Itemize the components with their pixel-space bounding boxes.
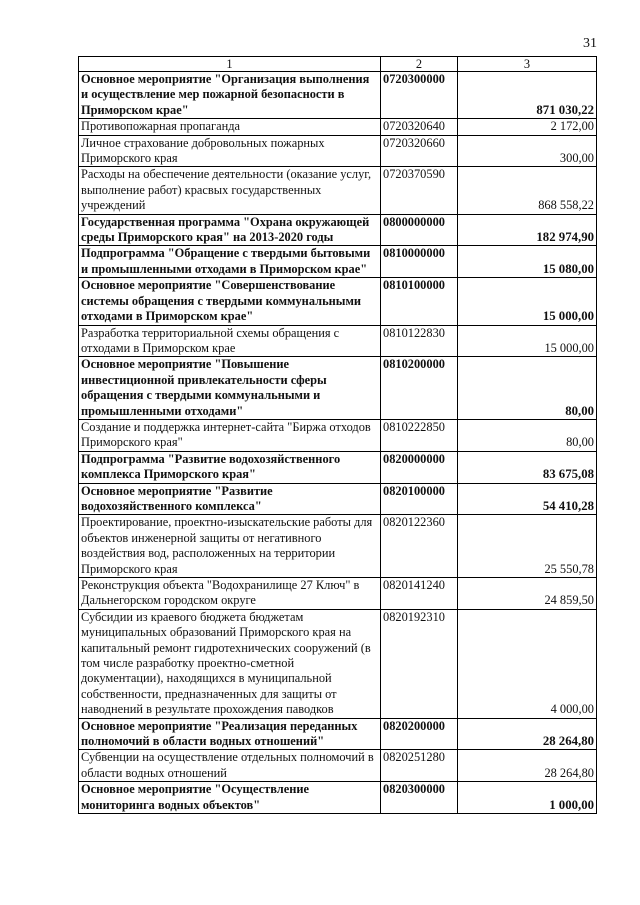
table-row [79, 718, 597, 750]
row-amount: 28 264,80 [458, 750, 597, 782]
row-code: 0810200000 [381, 357, 458, 420]
row-code: 0800000000 [381, 214, 458, 246]
row-code: 0820200000 [381, 718, 458, 750]
header-col-2: 2 [381, 57, 458, 72]
row-code: 0810100000 [381, 278, 458, 325]
row-amount: 2 172,00 [458, 119, 597, 135]
row-amount: 15 080,00 [458, 246, 597, 278]
row-name: Противопожарная пропаганда [79, 119, 381, 135]
row-name: Субвенции на осуществление отдельных полномочий в области водных отношений [79, 750, 381, 782]
row-amount: 83 675,08 [458, 451, 597, 483]
row-name: Реконструкция объекта "Водохранилище 27 Ключ" в Дальнегорском городском округе [79, 578, 381, 610]
row-amount: 15 000,00 [458, 325, 597, 357]
table-row [79, 578, 597, 610]
row-name: Основное мероприятие "Совершенствование системы обращения с твердыми коммунальными отходами в Приморском крае" [79, 278, 381, 325]
row-name: Основное мероприятие "Повышение инвестиционной привлекательности сферы обращения с твердыми коммунальными и промышленными отходами" [79, 357, 381, 420]
row-code: 0720300000 [381, 72, 458, 119]
table-row [79, 483, 597, 515]
table-row [79, 357, 597, 420]
table-row [79, 419, 597, 451]
budget-table [78, 56, 597, 814]
header-col-3: 3 [458, 57, 597, 72]
page-number: 31 [583, 36, 597, 51]
row-code: 0820300000 [381, 782, 458, 814]
row-amount: 28 264,80 [458, 718, 597, 750]
row-code: 0820192310 [381, 609, 458, 718]
row-code: 0820251280 [381, 750, 458, 782]
row-amount: 25 550,78 [458, 515, 597, 578]
row-amount: 4 000,00 [458, 609, 597, 718]
table-header-row [79, 57, 597, 72]
table-row [79, 609, 597, 718]
row-name: Основное мероприятие "Реализация переданных полномочий в области водных отношений" [79, 718, 381, 750]
row-name: Подпрограмма "Обращение с твердыми бытовыми и промышленными отходами в Приморском крае" [79, 246, 381, 278]
row-amount: 24 859,50 [458, 578, 597, 610]
row-name: Основное мероприятие "Развитие водохозяйственного комплекса" [79, 483, 381, 515]
row-code: 0720320640 [381, 119, 458, 135]
row-name: Разработка территориальной схемы обращения с отходами в Приморском крае [79, 325, 381, 357]
row-amount: 1 000,00 [458, 782, 597, 814]
row-code: 0820000000 [381, 451, 458, 483]
table-row [79, 325, 597, 357]
row-code: 0720320660 [381, 135, 458, 167]
row-amount: 182 974,90 [458, 214, 597, 246]
header-col-1: 1 [79, 57, 381, 72]
row-amount: 300,00 [458, 135, 597, 167]
row-amount: 868 558,22 [458, 167, 597, 214]
row-amount: 871 030,22 [458, 72, 597, 119]
table-row [79, 135, 597, 167]
row-code: 0820100000 [381, 483, 458, 515]
row-code: 0810222850 [381, 419, 458, 451]
table-row [79, 451, 597, 483]
row-code: 0720370590 [381, 167, 458, 214]
table-row [79, 72, 597, 119]
row-code: 0810000000 [381, 246, 458, 278]
row-name: Субсидии из краевого бюджета бюджетам муниципальных образований Приморского края на капитальный ремонт гидротехнических сооружений (в том числе разработку проектно-сметной документации), находящихся в муниципальной собственности, предназначенных для защиты от наводнений в результате прохождения паводков [79, 609, 381, 718]
table-row [79, 214, 597, 246]
table-row [79, 246, 597, 278]
row-name: Подпрограмма "Развитие водохозяйственного комплекса Приморского края" [79, 451, 381, 483]
table-row [79, 515, 597, 578]
row-amount: 54 410,28 [458, 483, 597, 515]
row-code: 0820122360 [381, 515, 458, 578]
table-row [79, 750, 597, 782]
row-name: Основное мероприятие "Осуществление мониторинга водных объектов" [79, 782, 381, 814]
row-name: Государственная программа "Охрана окружающей среды Приморского края" на 2013-2020 годы [79, 214, 381, 246]
table-row [79, 119, 597, 135]
row-amount: 80,00 [458, 419, 597, 451]
row-name: Расходы на обеспечение деятельности (оказание услуг, выполнение работ) красвых государственных учреждений [79, 167, 381, 214]
table-row [79, 167, 597, 214]
row-amount: 80,00 [458, 357, 597, 420]
row-name: Основное мероприятие "Организация выполнения и осуществление мер пожарной безопасности в Приморском крае" [79, 72, 381, 119]
row-name: Проектирование, проектно-изыскательские работы для объектов инженерной защиты от негативного воздействия вод, расположенных на территории Приморского края [79, 515, 381, 578]
row-name: Личное страхование добровольных пожарных Приморского края [79, 135, 381, 167]
row-code: 0810122830 [381, 325, 458, 357]
table-row [79, 782, 597, 814]
row-name: Создание и поддержка интернет-сайта "Биржа отходов Приморского края" [79, 419, 381, 451]
row-code: 0820141240 [381, 578, 458, 610]
table-row [79, 278, 597, 325]
row-amount: 15 000,00 [458, 278, 597, 325]
